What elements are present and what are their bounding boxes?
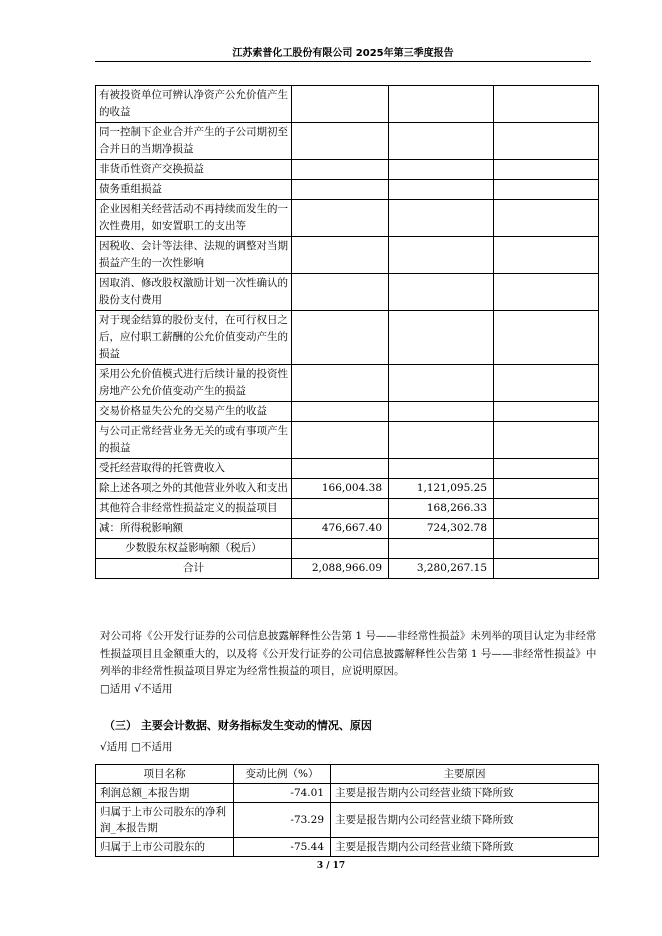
note-paragraph: 对公司将《公开发行证券的公司信息披露解释性公告第 1 号——非经常性损益》未列举的项目认定为非经常性损益项目且金额重大的，以及将《公开发行证券的公司信息披露解释性公告第 1 号——非经常性损益》中列举的非经常性损益项目界定为经常性损益的项目，应说明原因。 — [100, 630, 597, 677]
item-label: 其他符合非经常性损益定义的损益项目 — [96, 499, 292, 519]
item-note — [494, 123, 599, 160]
table-header-row — [96, 765, 599, 784]
current-value — [292, 459, 389, 479]
change-ratio: -75.44 — [234, 838, 331, 857]
item-note — [494, 459, 599, 479]
item-label: 与公司正常经营业务无关的或有事项产生的损益 — [96, 422, 292, 459]
current-value — [292, 539, 389, 559]
current-value: 166,004.38 — [292, 479, 389, 499]
table-row — [96, 838, 599, 857]
ytd-value: 168,266.33 — [389, 499, 494, 519]
non-recurring-items-table — [95, 85, 599, 579]
current-value — [292, 180, 389, 200]
item-label: 除上述各项之外的其他营业外收入和支出 — [96, 479, 292, 499]
item-note — [494, 311, 599, 365]
item-label: 因税收、会计等法律、法规的调整对当期损益产生的一次性影响 — [96, 237, 292, 274]
table-row — [96, 479, 599, 499]
item-note — [494, 539, 599, 559]
item-note — [494, 422, 599, 459]
item-note — [494, 479, 599, 499]
item-label: 因取消、修改股权激励计划一次性确认的股份支付费用 — [96, 274, 292, 311]
table-row — [96, 274, 599, 311]
ytd-value: 1,121,095.25 — [389, 479, 494, 499]
page-header: 江苏索普化工股份有限公司 2025年第三季度报告 — [232, 48, 454, 59]
ytd-value — [389, 311, 494, 365]
ytd-value — [389, 402, 494, 422]
total-ytd-value: 3,280,267.15 — [389, 559, 494, 579]
change-ratio: -73.29 — [234, 803, 331, 838]
table-row — [96, 539, 599, 559]
table-row — [96, 499, 599, 519]
ytd-value — [389, 237, 494, 274]
item-label: 同一控制下企业合并产生的子公司期初至合并日的当期净损益 — [96, 123, 292, 160]
item-label: 企业因相关经营活动不再持续而发生的一次性费用，如安置职工的支出等 — [96, 200, 292, 237]
current-value — [292, 123, 389, 160]
current-value — [292, 311, 389, 365]
ytd-value — [389, 123, 494, 160]
item-name: 归属于上市公司股东的净利润_本报告期 — [96, 803, 234, 838]
current-value — [292, 402, 389, 422]
total-label: 合计 — [96, 559, 292, 579]
table-row — [96, 459, 599, 479]
section-title: （三） 主要会计数据、财务指标发生变动的情况、原因 — [104, 719, 372, 732]
current-value — [292, 160, 389, 180]
table-row-total — [96, 559, 599, 579]
current-value — [292, 86, 389, 123]
current-value: 476,667.40 — [292, 519, 389, 539]
change-ratio: -74.01 — [234, 784, 331, 803]
item-note — [494, 519, 599, 539]
main-reason: 主要是报告期内公司经营业绩下降所致 — [331, 838, 599, 857]
item-note — [494, 180, 599, 200]
item-note — [494, 160, 599, 180]
item-note — [494, 559, 599, 579]
item-label: 对于现金结算的股份支付，在可行权日之后，应付职工薪酬的公允价值变动产生的损益 — [96, 311, 292, 365]
item-note — [494, 86, 599, 123]
item-label: 采用公允价值模式进行后续计量的投资性房地产公允价值变动产生的损益 — [96, 365, 292, 402]
item-name: 归属于上市公司股东的 — [96, 838, 234, 857]
ytd-value: 724,302.78 — [389, 519, 494, 539]
ytd-value — [389, 180, 494, 200]
table-row — [96, 237, 599, 274]
item-label: 减：所得税影响额 — [96, 519, 292, 539]
current-value — [292, 499, 389, 519]
table-row — [96, 803, 599, 838]
item-note — [494, 402, 599, 422]
table-row — [96, 365, 599, 402]
ytd-value — [389, 200, 494, 237]
page-number: 3 / 17 — [316, 861, 346, 871]
header-main-reason: 主要原因 — [331, 765, 599, 784]
header-rule — [95, 61, 591, 62]
current-value — [292, 422, 389, 459]
current-value — [292, 274, 389, 311]
item-label: 受托经营取得的托管费收入 — [96, 459, 292, 479]
table-row — [96, 200, 599, 237]
table-row — [96, 519, 599, 539]
note-apply-options: □适用 √不适用 — [100, 682, 173, 695]
ytd-value — [389, 274, 494, 311]
ytd-value — [389, 539, 494, 559]
ytd-value — [389, 365, 494, 402]
item-note — [494, 200, 599, 237]
ytd-value — [389, 422, 494, 459]
table-row — [96, 402, 599, 422]
current-value — [292, 237, 389, 274]
ytd-value — [389, 459, 494, 479]
item-note — [494, 365, 599, 402]
table-row — [96, 123, 599, 160]
main-reason: 主要是报告期内公司经营业绩下降所致 — [331, 803, 599, 838]
main-reason: 主要是报告期内公司经营业绩下降所致 — [331, 784, 599, 803]
explanation-note — [100, 628, 600, 698]
table-row — [96, 422, 599, 459]
current-value — [292, 365, 389, 402]
item-label: 债务重组损益 — [96, 180, 292, 200]
table-row — [96, 86, 599, 123]
item-note — [494, 499, 599, 519]
header-change-ratio: 变动比例（%） — [234, 765, 331, 784]
item-label: 少数股东权益影响额（税后） — [96, 539, 292, 559]
total-current-value: 2,088,966.09 — [292, 559, 389, 579]
item-note — [494, 274, 599, 311]
item-note — [494, 237, 599, 274]
table-row — [96, 160, 599, 180]
item-label: 非货币性资产交换损益 — [96, 160, 292, 180]
ytd-value — [389, 86, 494, 123]
current-value — [292, 200, 389, 237]
ytd-value — [389, 160, 494, 180]
item-name: 利润总额_本报告期 — [96, 784, 234, 803]
table-row — [96, 784, 599, 803]
section-apply-options: √适用 □不适用 — [100, 741, 173, 753]
item-label: 有被投资单位可辨认净资产公允价值产生的收益 — [96, 86, 292, 123]
table-row — [96, 180, 599, 200]
item-label: 交易价格显失公允的交易产生的收益 — [96, 402, 292, 422]
change-reasons-table — [95, 764, 599, 857]
header-item-name: 项目名称 — [96, 765, 234, 784]
table-row — [96, 311, 599, 365]
